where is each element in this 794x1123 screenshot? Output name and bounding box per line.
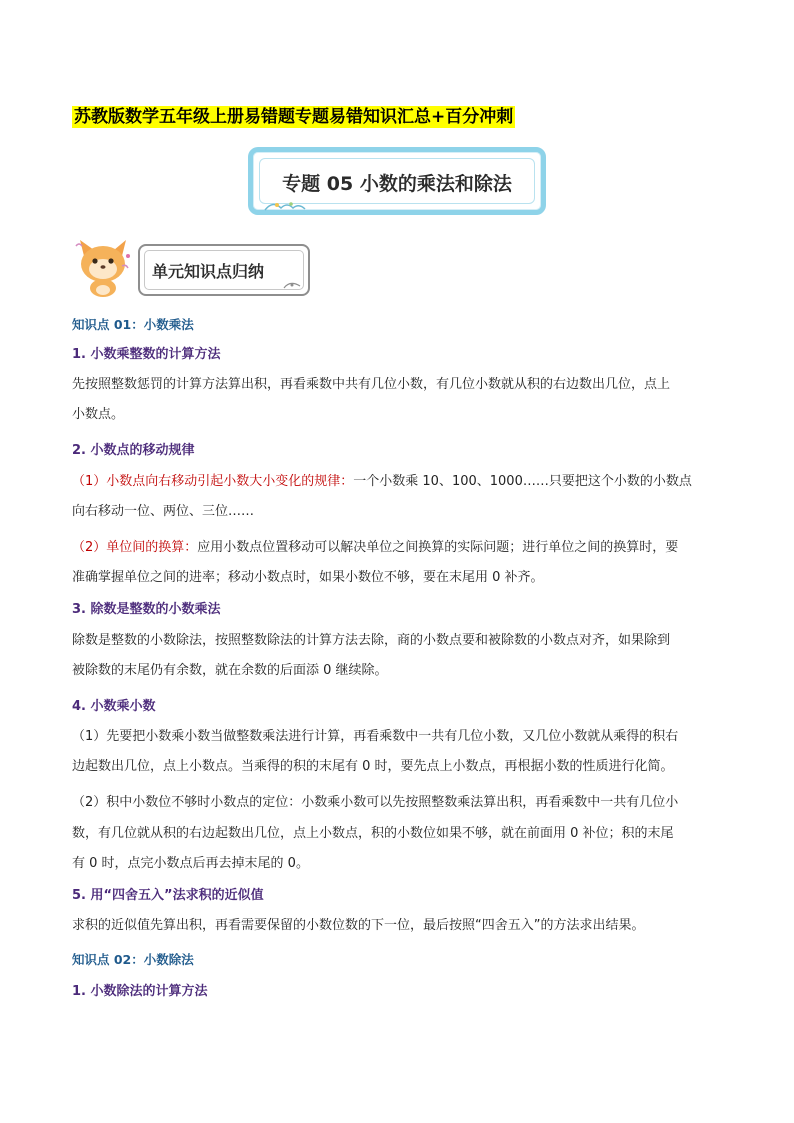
- cartoon-fox-mascot-icon: [70, 236, 134, 298]
- unit-summary-title: 单元知识点归纳: [152, 262, 265, 281]
- knowledge-point-01: 知识点 01：小数乘法: [72, 317, 194, 332]
- leaf-decoration-icon: [263, 198, 307, 212]
- paragraph-text: 一个小数乘 10、100、1000……只要把这个小数的小数点: [353, 474, 692, 489]
- document-title: 苏教版数学五年级上册易错题专题易错知识汇总+百分冲刺: [74, 107, 514, 127]
- paragraph-line: 除数是整数的小数除法，按照整数除法的计算方法去除，商的小数点要和被除数的小数点对齐，如果除到: [72, 633, 671, 648]
- paragraph-line: 求积的近似值先算出积，再看需要保留的小数位数的下一位，最后按照“四舍五入”的方法求出结果。: [72, 918, 645, 933]
- paragraph-line: [72, 539, 732, 557]
- heading-decimal-division: 1. 小数除法的计算方法: [72, 984, 208, 999]
- topic-title-box: [248, 147, 546, 215]
- paragraph-text: 应用小数点位置移动可以解决单位之间换算的实际问题；进行单位之间的换算时，要: [197, 540, 679, 555]
- paragraph-line: 小数点。: [72, 407, 125, 422]
- topic-title: 专题 05 小数的乘法和除法: [282, 173, 512, 195]
- heading-divisor-integer: 3. 除数是整数的小数乘法: [72, 602, 221, 617]
- paragraph-line: [72, 473, 732, 491]
- paragraph-line: 边起数出几位，点上小数点。当乘得的积的末尾有 0 时，要先点上小数点，再根据小数的性质进行化简。: [72, 759, 674, 774]
- heading-rounding-approximation: 5. 用“四舍五入”法求积的近似值: [72, 888, 264, 903]
- emphasis-label: （2）单位间的换算：: [72, 540, 198, 555]
- knowledge-point-02: 知识点 02：小数除法: [72, 952, 194, 967]
- paragraph-line: 数，有几位就从积的右边起数出几位，点上小数点，积的小数位如果不够，就在前面用 0 补位；积的末尾: [72, 826, 674, 841]
- paragraph-line: 先按照整数惩罚的计算方法算出积，再看乘数中共有几位小数，有几位小数就从积的右边数出几位，点上: [72, 377, 671, 392]
- heading-decimal-times-decimal: 4. 小数乘小数: [72, 699, 156, 714]
- heading-decimal-point-shift: 2. 小数点的移动规律: [72, 443, 195, 458]
- paragraph-line: 有 0 时，点完小数点后再去掉末尾的 0。: [72, 856, 309, 871]
- paragraph-line: （2）积中小数位不够时小数点的定位：小数乘小数可以先按照整数乘法算出积，再看乘数中一共有几位小: [72, 795, 679, 810]
- heading-decimal-times-integer: 1. 小数乘整数的计算方法: [72, 347, 221, 362]
- paragraph-line: 向右移动一位、两位、三位……: [72, 504, 255, 519]
- unit-summary-box: [138, 244, 310, 296]
- leaf-decoration-icon: [282, 280, 302, 290]
- emphasis-label: （1）小数点向右移动引起小数大小变化的规律：: [72, 474, 354, 489]
- paragraph-line: 准确掌握单位之间的进率；移动小数点时，如果小数位不够，要在末尾用 0 补齐。: [72, 570, 544, 585]
- paragraph-line: 被除数的末尾仍有余数，就在余数的后面添 0 继续除。: [72, 663, 388, 678]
- paragraph-line: （1）先要把小数乘小数当做整数乘法进行计算，再看乘数中一共有几位小数，又几位小数就从乘得的积右: [72, 729, 679, 744]
